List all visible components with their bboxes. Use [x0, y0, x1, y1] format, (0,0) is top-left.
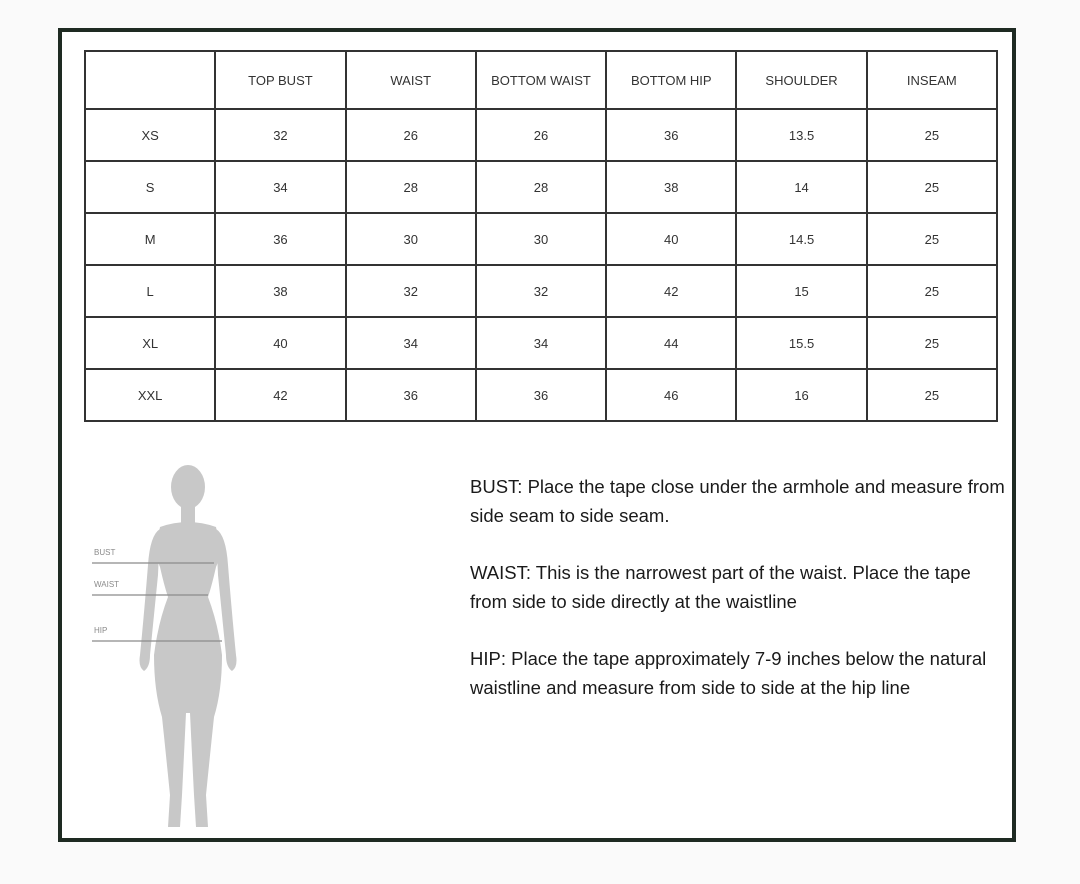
table-row — [85, 369, 997, 421]
bottom-hip-cell: 44 — [606, 317, 736, 369]
waist-label: WAIST — [94, 580, 120, 589]
header-size — [85, 51, 215, 109]
waist-cell: 26 — [346, 109, 476, 161]
bottom-hip-cell: 46 — [606, 369, 736, 421]
shoulder-cell: 14.5 — [736, 213, 866, 265]
measurement-instructions — [470, 472, 1010, 730]
shoulder-cell: 14 — [736, 161, 866, 213]
header-inseam: INSEAM — [867, 51, 997, 109]
silhouette-shape — [140, 465, 237, 827]
top-bust-cell: 40 — [215, 317, 345, 369]
table-header-row — [85, 51, 997, 109]
bottom-hip-cell: 38 — [606, 161, 736, 213]
size-cell: XS — [85, 109, 215, 161]
bottom-waist-cell: 34 — [476, 317, 606, 369]
waist-cell: 30 — [346, 213, 476, 265]
bottom-hip-cell: 40 — [606, 213, 736, 265]
shoulder-cell: 15.5 — [736, 317, 866, 369]
size-cell: XXL — [85, 369, 215, 421]
hip-label: HIP — [94, 626, 108, 635]
bust-instruction: BUST: Place the tape close under the armhole and measure from side seam to side seam. — [470, 476, 1005, 526]
inseam-cell: 25 — [867, 213, 997, 265]
size-cell: XL — [85, 317, 215, 369]
bottom-waist-cell: 30 — [476, 213, 606, 265]
bust-label: BUST — [94, 548, 116, 557]
shoulder-cell: 16 — [736, 369, 866, 421]
bottom-hip-cell: 36 — [606, 109, 736, 161]
shoulder-cell: 13.5 — [736, 109, 866, 161]
table-row — [85, 213, 997, 265]
hip-instruction: HIP: Place the tape approximately 7-9 inches below the natural waistline and measure from side to side at the hip line — [470, 648, 987, 698]
bottom-hip-cell: 42 — [606, 265, 736, 317]
waist-cell: 32 — [346, 265, 476, 317]
top-bust-cell: 32 — [215, 109, 345, 161]
top-bust-cell: 42 — [215, 369, 345, 421]
table-row — [85, 109, 997, 161]
waist-cell: 36 — [346, 369, 476, 421]
header-bottom-hip: BOTTOM HIP — [606, 51, 736, 109]
table-row — [85, 161, 997, 213]
header-top-bust: TOP BUST — [215, 51, 345, 109]
inseam-cell: 25 — [867, 317, 997, 369]
top-bust-cell: 38 — [215, 265, 345, 317]
bottom-waist-cell: 36 — [476, 369, 606, 421]
size-chart-table — [84, 50, 998, 422]
waist-instruction: WAIST: This is the narrowest part of the waist. Place the tape from side to side directly at the waistline — [470, 562, 971, 612]
inseam-cell: 25 — [867, 109, 997, 161]
header-shoulder: SHOULDER — [736, 51, 866, 109]
inseam-cell: 25 — [867, 265, 997, 317]
top-bust-cell: 34 — [215, 161, 345, 213]
bottom-waist-cell: 32 — [476, 265, 606, 317]
bottom-waist-cell: 26 — [476, 109, 606, 161]
body-silhouette-illustration — [88, 455, 268, 835]
header-bottom-waist: BOTTOM WAIST — [476, 51, 606, 109]
table-row — [85, 317, 997, 369]
inseam-cell: 25 — [867, 161, 997, 213]
top-bust-cell: 36 — [215, 213, 345, 265]
size-cell: M — [85, 213, 215, 265]
body-measurement-figure — [88, 455, 268, 835]
table-row — [85, 265, 997, 317]
waist-cell: 34 — [346, 317, 476, 369]
bottom-waist-cell: 28 — [476, 161, 606, 213]
size-cell: L — [85, 265, 215, 317]
waist-cell: 28 — [346, 161, 476, 213]
size-cell: S — [85, 161, 215, 213]
shoulder-cell: 15 — [736, 265, 866, 317]
inseam-cell: 25 — [867, 369, 997, 421]
header-waist: WAIST — [346, 51, 476, 109]
